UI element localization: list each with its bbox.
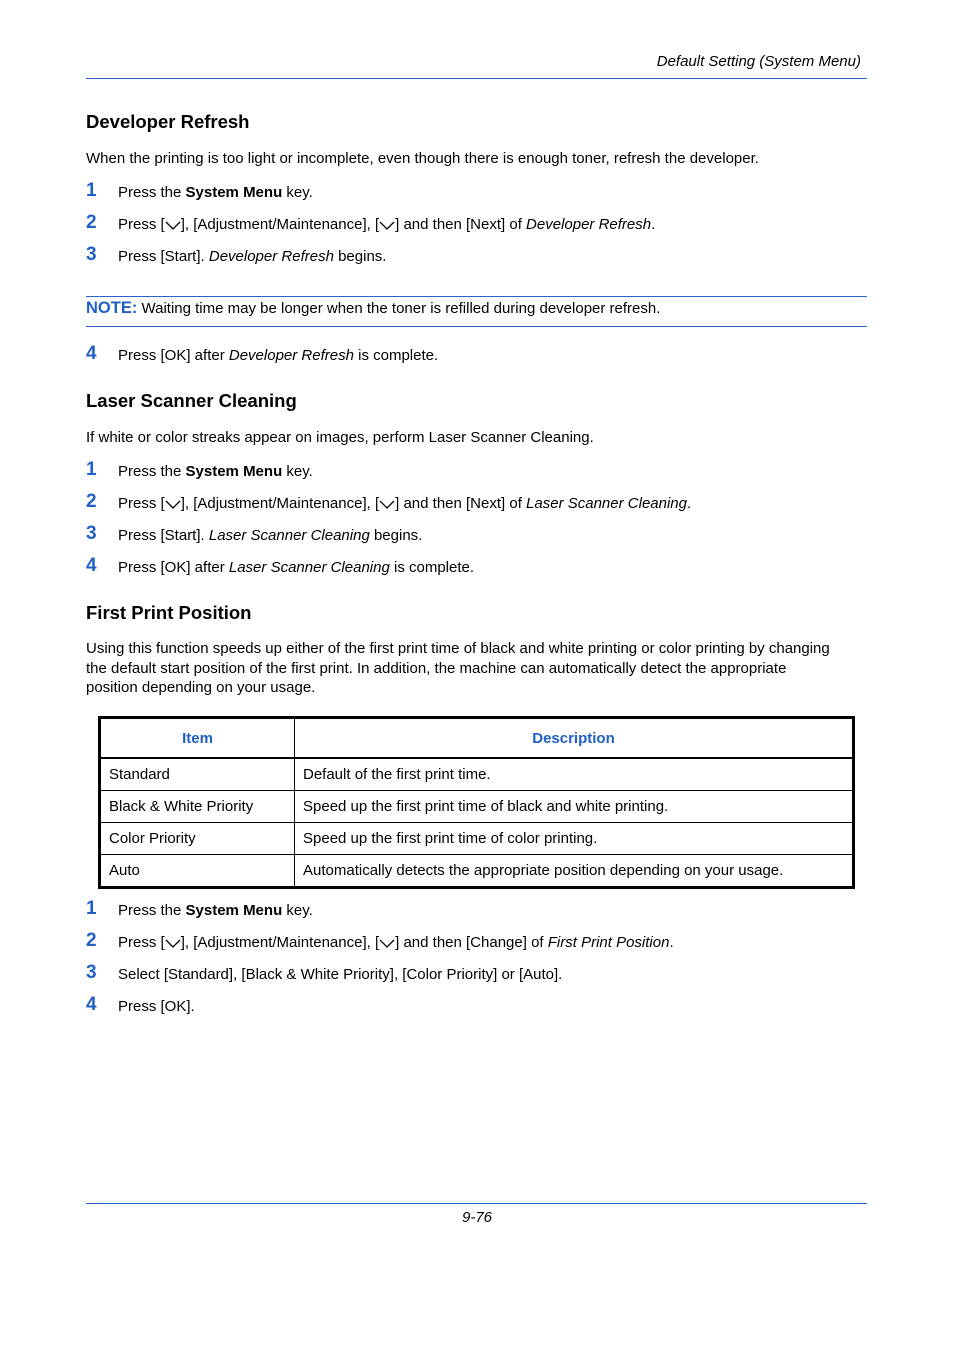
section-title-developer-refresh: Developer Refresh	[86, 111, 250, 132]
table-cell-item: Standard	[100, 758, 295, 791]
developer-step-4	[86, 343, 867, 369]
laser-step-4	[86, 555, 867, 581]
step-number: 1	[86, 898, 97, 919]
step-number: 3	[86, 962, 97, 983]
column-header-item: Item	[100, 718, 295, 759]
step-text: Press [OK].	[118, 998, 195, 1015]
first-print-position-table	[98, 716, 855, 889]
chevron-down-icon	[379, 937, 395, 949]
running-header: Default Setting (System Menu)	[656, 53, 861, 70]
table-cell-description: Automatically detects the appropriate position depending on your usage.	[295, 855, 854, 888]
header-rule	[86, 78, 867, 79]
table-cell-item: Auto	[100, 855, 295, 888]
step-number: 3	[86, 244, 97, 265]
step-number: 1	[86, 459, 97, 480]
laser-step-2	[86, 491, 867, 517]
table-row	[100, 791, 854, 823]
section-title-first-print-position: First Print Position	[86, 602, 252, 623]
note-box	[86, 299, 867, 319]
first-print-intro: Using this function speeds up either of the first print time of black and white printing or color printing by changing the default start position of the first print. In addition, the machine can automatically detect the appropriate position depending on your usage.	[86, 640, 830, 696]
developer-step-2	[86, 212, 867, 238]
page-number: 9-76	[461, 1209, 493, 1226]
developer-step-3	[86, 244, 867, 270]
column-header-description: Description	[295, 718, 854, 759]
table-row	[100, 823, 854, 855]
step-text: Press [Start]. Laser Scanner Cleaning begins.	[118, 527, 423, 544]
first-step-1	[86, 898, 867, 924]
step-text: Press [ ], [Adjustment/Maintenance], [ ] and then [Change] of First Print Position.	[118, 934, 674, 951]
table-cell-description: Speed up the first print time of color printing.	[295, 823, 854, 855]
step-number: 2	[86, 930, 97, 951]
first-step-4	[86, 994, 867, 1020]
chevron-down-icon	[379, 219, 395, 231]
chevron-down-icon	[165, 219, 181, 231]
step-number: 4	[86, 343, 97, 364]
step-text: Press [Start]. Developer Refresh begins.	[118, 248, 387, 265]
step-text: Press the System Menu key.	[118, 902, 313, 919]
note-bottom-rule	[86, 326, 867, 327]
developer-step-1	[86, 180, 867, 206]
step-number: 4	[86, 555, 97, 576]
chevron-down-icon	[379, 498, 395, 510]
laser-scanner-intro: If white or color streaks appear on images, perform Laser Scanner Cleaning.	[86, 429, 594, 446]
table-row	[100, 758, 854, 791]
laser-step-3	[86, 523, 867, 549]
step-text: Press the System Menu key.	[118, 463, 313, 480]
step-text: Press [ ], [Adjustment/Maintenance], [ ] and then [Next] of Laser Scanner Cleaning.	[118, 495, 692, 512]
chevron-down-icon	[165, 498, 181, 510]
step-number: 3	[86, 523, 97, 544]
step-text: Press [OK] after Laser Scanner Cleaning is complete.	[118, 559, 475, 576]
step-text: Press [OK] after Developer Refresh is complete.	[118, 347, 439, 364]
table-cell-item: Black & White Priority	[100, 791, 295, 823]
step-number: 4	[86, 994, 97, 1015]
table-cell-description: Default of the first print time.	[295, 758, 854, 791]
step-text: Select [Standard], [Black & White Priority], [Color Priority] or [Auto].	[118, 966, 563, 983]
footer-rule	[86, 1203, 867, 1204]
step-number: 2	[86, 491, 97, 512]
first-step-2	[86, 930, 867, 956]
step-text: Press [ ], [Adjustment/Maintenance], [ ] and then [Next] of Developer Refresh.	[118, 216, 656, 233]
table-row	[100, 855, 854, 888]
note-top-rule	[86, 296, 867, 297]
table-cell-item: Color Priority	[100, 823, 295, 855]
step-number: 2	[86, 212, 97, 233]
first-step-3	[86, 962, 867, 988]
laser-step-1	[86, 459, 867, 485]
developer-refresh-intro: When the printing is too light or incomplete, even though there is enough toner, refresh the developer.	[86, 150, 759, 167]
table-cell-description: Speed up the first print time of black and white printing.	[295, 791, 854, 823]
note-text: Waiting time may be longer when the toner is refilled during developer refresh.	[137, 300, 661, 317]
step-number: 1	[86, 180, 97, 201]
note-label: NOTE:	[86, 299, 138, 317]
chevron-down-icon	[165, 937, 181, 949]
table-header-row	[100, 718, 854, 759]
section-title-laser-scanner-cleaning: Laser Scanner Cleaning	[86, 390, 297, 411]
step-text: Press the System Menu key.	[118, 184, 313, 201]
